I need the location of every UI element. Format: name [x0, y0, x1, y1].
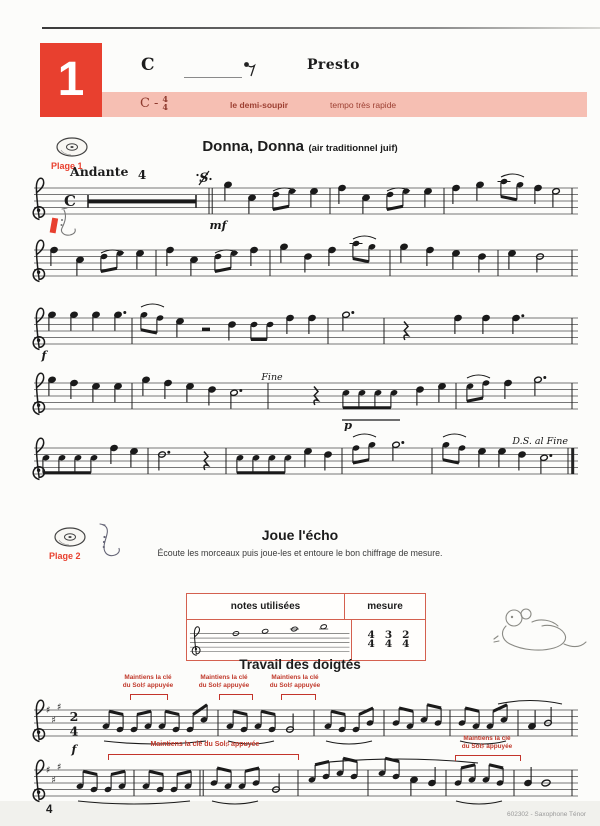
annotation-bracket — [130, 694, 168, 700]
annotation-bracket — [219, 694, 253, 700]
svg-text:f: f — [41, 348, 47, 362]
annotation-bracket — [281, 694, 316, 700]
hold-key-annotation: Maintiens la clé du Sol♯ appuyée — [122, 674, 174, 689]
piece-title: Donna, Donna — [202, 138, 304, 155]
scan-top-line — [42, 27, 600, 29]
plage-2-label: Plage 2 — [49, 551, 81, 561]
lesson-number-box — [40, 43, 102, 117]
fingering-icon — [46, 206, 86, 240]
svg-text:D.S. al Fine: D.S. al Fine — [512, 436, 568, 447]
svg-text:♯: ♯ — [45, 705, 51, 716]
mouse-doodle — [492, 596, 590, 656]
hold-key-annotation: Maintiens la clé du Sol♯ appuyée — [461, 735, 513, 750]
hold-key-annotation-long: Maintiens la clé du Sol♯ appuyée — [150, 741, 260, 748]
music-staff-1 — [28, 170, 580, 236]
svg-text:♯: ♯ — [56, 701, 62, 713]
piece-title-row — [0, 138, 600, 156]
hold-key-annotation: Maintiens la clé du Sol♯ appuyée — [269, 674, 321, 689]
annotation-bracket — [108, 754, 299, 760]
echo-title: Joue l'écho — [261, 527, 339, 543]
mini-staff — [187, 621, 351, 660]
eighth-rest-icon — [243, 60, 257, 78]
svg-text:2: 2 — [69, 709, 79, 724]
svg-text:C: C — [64, 191, 76, 210]
svg-text:mf: mf — [209, 218, 227, 232]
measure-choice-table — [186, 593, 426, 661]
column-header-measure: mesure — [367, 601, 403, 612]
svg-text:Fine: Fine — [261, 372, 283, 383]
music-staff-4 — [28, 365, 580, 431]
rest-name-label: le demi-soupir — [230, 100, 289, 110]
table-body-row — [187, 620, 425, 660]
hold-key-annotation: Maintiens la clé du Sol♯ appuyée — [198, 674, 250, 689]
time-signature-option[interactable]: 4 4 — [367, 628, 375, 650]
plage-1-label: Plage 1 — [51, 161, 83, 171]
piece-subtitle: (air traditionnel juif) — [308, 143, 398, 154]
rest-underline — [184, 77, 242, 78]
annotation-bracket — [455, 755, 521, 761]
time-signature-option[interactable]: 3 4 — [384, 628, 393, 650]
time-signature-equivalence — [140, 96, 168, 111]
table-header-row — [187, 594, 425, 620]
tempo-word: Presto — [307, 57, 360, 73]
time-signature-option[interactable]: 2 4 — [402, 628, 410, 650]
svg-text:4: 4 — [69, 723, 79, 739]
tempo-name-label: tempo très rapide — [330, 100, 397, 110]
music-staff-2 — [28, 232, 580, 298]
svg-text:♯: ♯ — [51, 774, 56, 786]
svg-text:♯: ♯ — [51, 714, 56, 726]
column-header-notes: notes utilisées — [187, 594, 345, 619]
measure-options-cell — [352, 620, 425, 660]
svg-text:4: 4 — [137, 170, 147, 182]
svg-text:p: p — [343, 418, 353, 431]
notes-used-cell — [187, 620, 352, 660]
svg-text:♯: ♯ — [45, 765, 51, 776]
tempo-marking: Andante — [70, 164, 129, 179]
music-staff-7 — [28, 752, 580, 818]
equiv-fraction: 4 4 — [162, 94, 168, 112]
svg-text:f: f — [71, 742, 77, 756]
equiv-time-symbol: C — [140, 96, 150, 112]
svg-text:♯: ♯ — [56, 761, 62, 773]
page-number: 4 — [46, 804, 53, 816]
fingering-title: Travail des doigtés — [239, 657, 361, 672]
echo-instruction: Écoute les morceaux puis joue-les et entoure le bon chiffrage de mesure. — [157, 548, 443, 558]
equiv-dash: - — [153, 96, 159, 112]
edition-imprint: 602302 - Saxophone Ténor — [506, 811, 586, 818]
common-time-symbol: C — [141, 55, 155, 75]
lesson-number: 1 — [57, 53, 85, 106]
music-staff-3 — [28, 300, 580, 366]
svg-text:S: S — [199, 171, 209, 186]
music-staff-5 — [28, 430, 580, 496]
